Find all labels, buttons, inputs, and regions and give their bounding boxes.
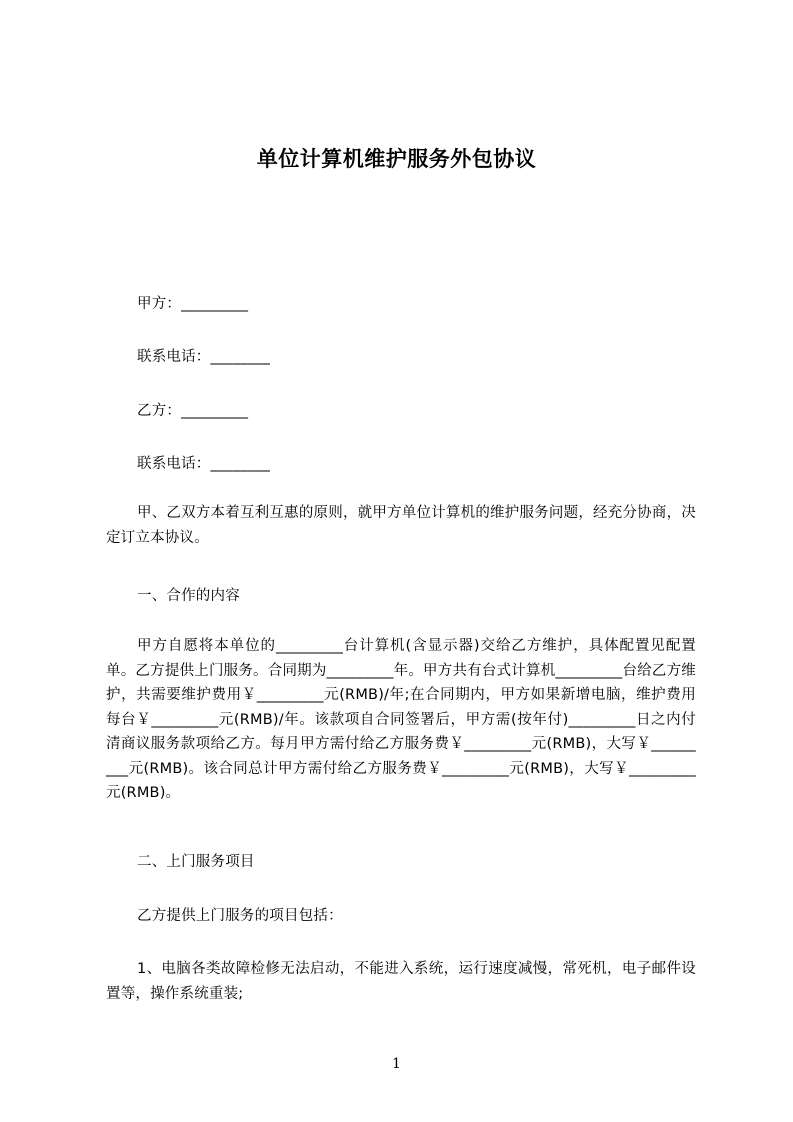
page-number: 1 [392, 1056, 401, 1072]
party-b-phone-field: 联系电话：________ [137, 456, 271, 472]
party-a-field: 甲方：_________ [137, 296, 249, 312]
document-title: 单位计算机维护服务外包协议 [256, 147, 537, 171]
party-b-field: 乙方：_________ [137, 403, 249, 419]
service-item-1: 1、电脑各类故障检修无法启动，不能进入系统，运行速度减慢，常死机，电子邮件设置等，操作系统重装; [106, 961, 696, 1002]
party-a-phone-field: 联系电话：________ [137, 349, 271, 365]
section1-heading: 一、合作的内容 [137, 588, 240, 604]
section1-paragraph: 甲方自愿将本单位的_________台计算机(含显示器)交给乙方维护，具体配置见配置单。乙方提供上门服务。合同期为_________年。甲方共有台式计算机_________台给乙方维护，共需要维护费用￥_________元(RMB)/年;在合同期内，甲方如果新增电脑，维护费用每台￥_________元(RMB)/年。该款项自合同签署后，甲方需(按年付)_________日之内付清商议服务款项给乙方。每月甲方需付给乙方服务费￥_________元(RMB)，大写￥_________元(RMB)。该合同总计甲方需付给乙方服务费￥_________元(RMB)，大写￥_________元(RMB)。 [106, 638, 696, 801]
section2-heading: 二、上门服务项目 [137, 854, 255, 870]
intro-paragraph: 甲、乙双方本着互利互惠的原则，就甲方单位计算机的维护服务问题，经充分协商，决定订立本协议。 [106, 505, 696, 546]
section2-intro: 乙方提供上门服务的项目包括： [137, 908, 343, 924]
